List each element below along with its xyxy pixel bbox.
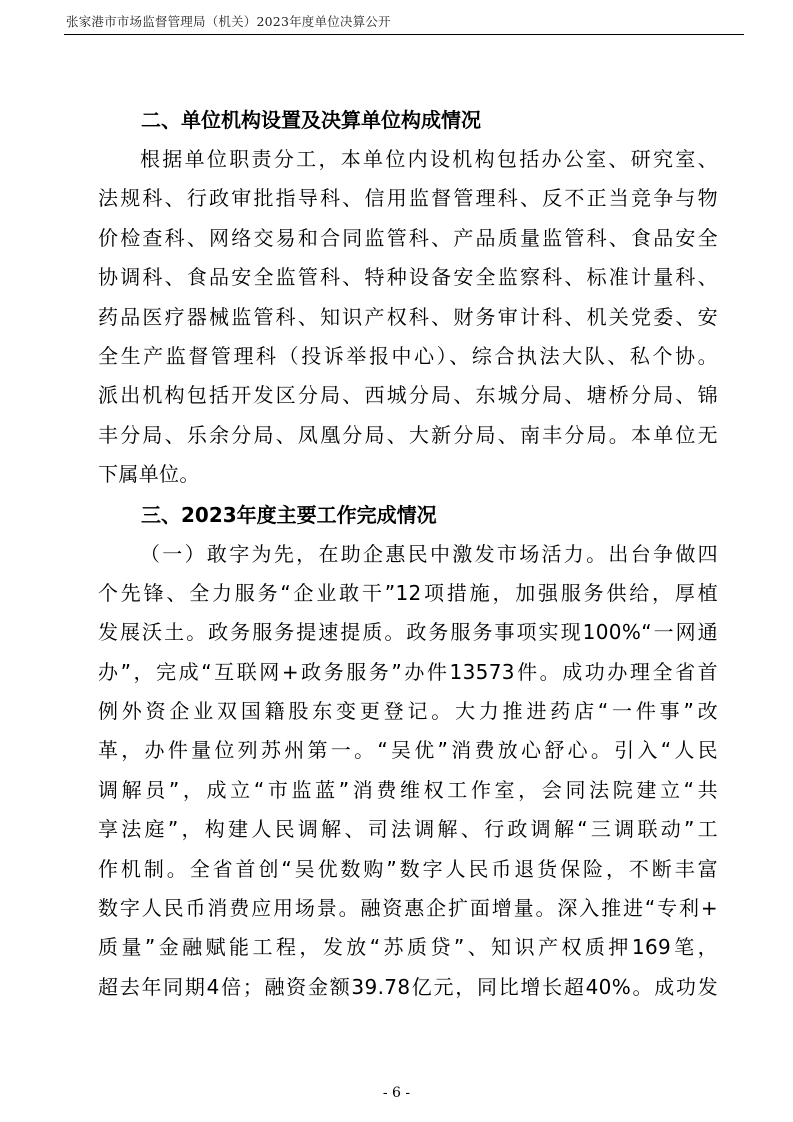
- running-header: 张家港市市场监督管理局（机关）2023年度单位决算公开: [66, 14, 391, 29]
- text-line: 作机制。全省首创“吴优数购”数字人民币退货保险，不断丰富: [98, 856, 718, 881]
- text-line: 革，办件量位列苏州第一。“吴优”消费放心舒心。引入“人民: [98, 738, 718, 763]
- paragraph-work-2023: [98, 535, 718, 1008]
- text-line: 数字人民币消费应用场景。融资惠企扩面增量。深入推进“专利+: [98, 896, 718, 921]
- paragraph-institution: [98, 140, 718, 495]
- text-line: 办”，完成“互联网+政务服务”办件13573件。成功办理全省首: [98, 659, 718, 684]
- text-line: 例外资企业双国籍股东变更登记。大力推进药店“一件事”改: [98, 699, 718, 724]
- text-line: 下属单位。: [98, 462, 200, 487]
- text-line: 丰分局、乐余分局、凤凰分局、大新分局、南丰分局。本单位无: [98, 422, 718, 447]
- text-line: 享法庭”，构建人民调解、司法调解、行政调解“三调联动”工: [98, 817, 718, 842]
- page-number: - 6 -: [382, 1085, 411, 1101]
- text-line: 质量”金融赋能工程，发放“苏质贷”、知识产权质押169笔，: [98, 935, 718, 960]
- text-line: 价检查科、网络交易和合同监管科、产品质量监管科、食品安全: [98, 225, 718, 250]
- text-line: 超去年同期4倍；融资金额39.78亿元，同比增长超40%。成功发: [98, 974, 718, 999]
- header-rule: [64, 34, 744, 35]
- text-line: （一）敢字为先，在助企惠民中激发市场活力。出台争做四: [140, 541, 718, 566]
- text-line: 药品医疗器械监管科、知识产权科、财务审计科、机关党委、安: [98, 304, 718, 329]
- text-line: 派出机构包括开发区分局、西城分局、东城分局、塘桥分局、锦: [98, 383, 718, 408]
- text-line: 法规科、行政审批指导科、信用监督管理科、反不正当竞争与物: [98, 186, 718, 211]
- text-line: 全生产监督管理科（投诉举报中心）、综合执法大队、私个协。: [98, 343, 718, 368]
- text-line: 根据单位职责分工，本单位内设机构包括办公室、研究室、: [140, 147, 718, 171]
- text-line: 协调科、食品安全监管科、特种设备安全监察科、标准计量科、: [98, 265, 718, 290]
- text-line: 调解员”，成立“市监蓝”消费维权工作室，会同法院建立“共: [98, 777, 718, 802]
- text-line: 个先锋、全力服务“企业敢干”12项措施，加强服务供给，厚植: [98, 580, 718, 605]
- document-body: [98, 100, 718, 1007]
- section-heading-work-2023: 三、2023年度主要工作完成情况: [141, 502, 437, 527]
- text-line: 发展沃土。政务服务提速提质。政务服务事项实现100%“一网通: [98, 620, 718, 645]
- section-heading-institution: 二、单位机构设置及决算单位构成情况: [141, 108, 481, 132]
